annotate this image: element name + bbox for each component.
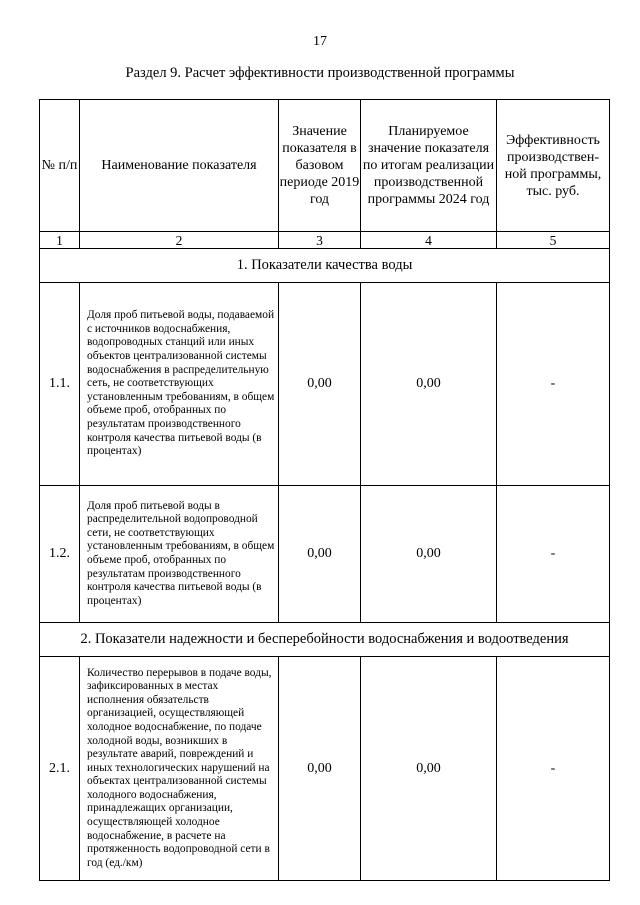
column-number: 3 [279,232,361,249]
section-title: Раздел 9. Расчет эффективности производственной программы [125,65,515,81]
group-row-water-quality [40,249,610,283]
indicator-name: Доля проб питьевой воды, подаваемой с источников водоснабжения, водопроводных станций или иных объектов централизованной системы водоснабжения в распределительную сеть, не соответствующих установленным требованиям, в общем объеме проб, отобранных по результатам производственного контроля качества питьевой воды (в процентах) [80,283,279,486]
efficiency-table [39,99,610,881]
group-title: 2. Показатели надежности и бесперебойности водоснабжения и водоотведения [40,623,610,657]
efficiency-value: - [497,657,610,881]
row-number: 1.2. [40,486,80,623]
base-value: 0,00 [279,283,361,486]
column-number-row [40,232,610,249]
planned-value: 0,00 [361,283,497,486]
table-row [40,657,610,881]
row-number: 1.1. [40,283,80,486]
page-number: 17 [313,34,327,49]
header-row [40,100,610,232]
column-number: 1 [40,232,80,249]
header-efficiency: Эффективность производствен-ной программы, тыс. руб. [497,100,610,232]
base-value: 0,00 [279,486,361,623]
table-row [40,283,610,486]
row-number: 2.1. [40,657,80,881]
group-title: 1. Показатели качества воды [40,249,610,283]
planned-value: 0,00 [361,486,497,623]
column-number: 4 [361,232,497,249]
header-number: № п/п [40,100,80,232]
efficiency-value: - [497,486,610,623]
header-indicator-name: Наименование показателя [80,100,279,232]
efficiency-value: - [497,283,610,486]
indicator-name: Количество перерывов в подаче воды, зафиксированных в местах исполнения обязательств организацией, осуществляющей холодное водоснабжение, по подаче холодной воды, возникших в результате аварий, повреждений и иных технологических нарушений на объектах централизованной системы холодного водоснабжения, принадлежащих организации, осуществляющей холодное водоснабжение, в расчете на протяженность водопроводной сети в год (ед./км) [80,657,279,881]
column-number: 5 [497,232,610,249]
table-row [40,486,610,623]
column-number: 2 [80,232,279,249]
group-row-reliability [40,623,610,657]
planned-value: 0,00 [361,657,497,881]
header-planned-value: Планируемое значение показателя по итогам реализации производственной программы 2024 год [361,100,497,232]
base-value: 0,00 [279,657,361,881]
header-base-value: Значение показателя в базовом периоде 2019 год [279,100,361,232]
indicator-name: Доля проб питьевой воды в распределительной водопроводной сети, не соответствующих установленным требованиям, в общем объеме проб, отобранных по результатам производственного контроля качества питьевой воды (в процентах) [80,486,279,623]
